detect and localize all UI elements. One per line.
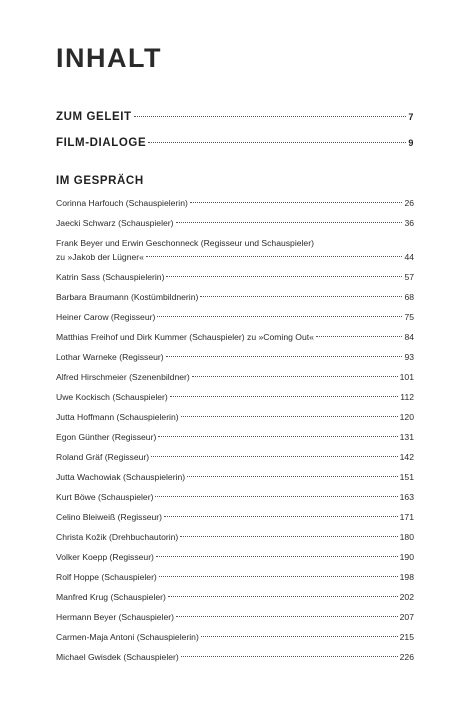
toc-entry-row: [56, 647, 414, 667]
toc-entry-page: 75: [404, 312, 414, 322]
dot-leader: [181, 656, 398, 657]
toc-entry-page: 151: [399, 472, 414, 482]
toc-entry-label: Corinna Harfouch (Schauspielerin): [56, 198, 188, 208]
toc-entry-page: 112: [400, 392, 414, 402]
toc-entry-label: Carmen-Maja Antoni (Schauspielerin): [56, 632, 199, 642]
toc-entry-label: Hermann Beyer (Schauspieler): [56, 612, 174, 622]
dot-leader: [148, 142, 406, 143]
toc-entry-row: [56, 507, 414, 527]
toc-entry[interactable]: [56, 547, 414, 567]
toc-entry-page: 93: [404, 352, 414, 362]
toc-entry-label: Kurt Böwe (Schauspieler): [56, 492, 154, 502]
toc-entry-film-dialoge[interactable]: [56, 137, 414, 163]
toc-entry-page: 84: [404, 332, 414, 342]
dot-leader: [180, 536, 397, 537]
toc-entry-label: FILM-DIALOGE: [56, 137, 147, 149]
toc-entry-zum-geleit[interactable]: [56, 111, 414, 137]
toc-entry[interactable]: [56, 387, 414, 407]
toc-entry-page: 9: [408, 138, 414, 148]
toc-entry[interactable]: [56, 233, 414, 267]
toc-entry-label: Barbara Braumann (Kostümbildnerin): [56, 292, 199, 302]
toc-entry[interactable]: [56, 213, 414, 233]
toc-entry-label: Celino Bleiweiß (Regisseur): [56, 512, 163, 522]
toc-entry[interactable]: [56, 267, 414, 287]
toc-entry-page: 207: [399, 612, 414, 622]
dot-leader: [187, 476, 398, 477]
toc-entry-label: Katrin Sass (Schauspielerin): [56, 272, 165, 282]
toc-entry-row: [56, 247, 414, 267]
toc-entry[interactable]: [56, 507, 414, 527]
toc-entry-row: [56, 427, 414, 447]
main-toc: [56, 111, 414, 163]
dot-leader: [168, 596, 398, 597]
toc-entry[interactable]: [56, 447, 414, 467]
toc-entry-row: [56, 347, 414, 367]
toc-entry[interactable]: [56, 607, 414, 627]
toc-entry-page: 202: [399, 592, 414, 602]
toc-entry-row: [56, 627, 414, 647]
dot-leader: [157, 316, 402, 317]
toc-entry-label: Jutta Wachowiak (Schauspielerin): [56, 472, 186, 482]
toc-entry-page: 163: [399, 492, 414, 502]
dot-leader: [151, 456, 398, 457]
dot-leader: [201, 636, 398, 637]
dot-leader: [158, 436, 397, 437]
toc-entry-label: Roland Gräf (Regisseur): [56, 452, 150, 462]
toc-entry[interactable]: [56, 527, 414, 547]
dot-leader: [170, 396, 399, 397]
page-title: INHALT: [56, 43, 162, 73]
interview-list: [56, 193, 414, 667]
toc-entry[interactable]: [56, 487, 414, 507]
toc-entry[interactable]: [56, 287, 414, 307]
toc-entry-row: [56, 267, 414, 287]
toc-entry-row: [56, 193, 414, 213]
toc-entry[interactable]: [56, 307, 414, 327]
dot-leader: [181, 416, 398, 417]
dot-leader: [159, 576, 398, 577]
toc-entry-page: 142: [399, 452, 414, 462]
toc-entry-label: ZUM GELEIT: [56, 111, 132, 123]
toc-entry-row: [56, 387, 414, 407]
section-heading: IM GESPRÄCH: [56, 175, 144, 187]
toc-entry-label: Matthias Freihof und Dirk Kummer (Schauspieler) zu »Coming Out«: [56, 332, 314, 342]
toc-entry-page: 190: [399, 552, 414, 562]
toc-entry-row: [56, 587, 414, 607]
dot-leader: [200, 296, 402, 297]
toc-entry-label: Alfred Hirschmeier (Szenenbildner): [56, 372, 190, 382]
toc-entry[interactable]: [56, 627, 414, 647]
toc-entry-row: [56, 327, 414, 347]
toc-entry-row: [56, 447, 414, 467]
toc-entry[interactable]: [56, 327, 414, 347]
toc-entry-row: [56, 407, 414, 427]
toc-entry-label: Jutta Hoffmann (Schauspielerin): [56, 412, 179, 422]
toc-entry-page: 26: [404, 198, 414, 208]
toc-entry-label: Christa Kožik (Drehbuchautorin): [56, 532, 179, 542]
toc-entry-row: [56, 287, 414, 307]
toc-entry-label: Volker Koepp (Regisseur): [56, 552, 154, 562]
dot-leader: [166, 356, 403, 357]
toc-entry[interactable]: [56, 467, 414, 487]
dot-leader: [164, 516, 398, 517]
toc-entry-page: 36: [404, 218, 414, 228]
toc-entry-label-line1: Frank Beyer und Erwin Geschonneck (Regisseur und Schauspieler): [56, 238, 314, 248]
toc-entry-label: Uwe Kockisch (Schauspieler): [56, 392, 168, 402]
dot-leader: [134, 116, 407, 117]
toc-entry-row: [56, 467, 414, 487]
toc-entry[interactable]: [56, 647, 414, 667]
toc-entry[interactable]: [56, 567, 414, 587]
toc-entry[interactable]: [56, 407, 414, 427]
toc-entry-row: [56, 487, 414, 507]
toc-entry-page: 68: [404, 292, 414, 302]
toc-entry-page: 120: [399, 412, 414, 422]
toc-entry-row: [56, 307, 414, 327]
toc-entry-label: Jaecki Schwarz (Schauspieler): [56, 218, 174, 228]
dot-leader: [156, 556, 398, 557]
toc-entry-label: Lothar Warneke (Regisseur): [56, 352, 164, 362]
toc-entry-page: 44: [404, 252, 414, 262]
toc-entry-page: 171: [399, 512, 414, 522]
toc-entry-page: 180: [399, 532, 414, 542]
dot-leader: [192, 376, 398, 377]
toc-entry[interactable]: [56, 367, 414, 387]
toc-entry-row: [56, 527, 414, 547]
toc-entry[interactable]: [56, 193, 414, 213]
dot-leader: [190, 202, 403, 203]
toc-entry-label: Heiner Carow (Regisseur): [56, 312, 156, 322]
dot-leader: [146, 256, 403, 257]
dot-leader: [176, 222, 403, 223]
toc-entry[interactable]: [56, 587, 414, 607]
toc-entry-label: Rolf Hoppe (Schauspieler): [56, 572, 157, 582]
toc-entry-page: 101: [399, 372, 414, 382]
dot-leader: [166, 276, 402, 277]
toc-entry-page: 7: [408, 112, 414, 122]
dot-leader: [316, 336, 403, 337]
toc-entry-page: 215: [399, 632, 414, 642]
toc-entry[interactable]: [56, 427, 414, 447]
toc-entry-row: [56, 213, 414, 233]
toc-entry-row: [56, 567, 414, 587]
toc-entry-page: 198: [399, 572, 414, 582]
toc-entry-label: Egon Günther (Regisseur): [56, 432, 157, 442]
toc-entry-page: 131: [399, 432, 414, 442]
toc-entry-page: 226: [399, 652, 414, 662]
dot-leader: [155, 496, 397, 497]
toc-entry-label: zu »Jakob der Lügner«: [56, 252, 144, 262]
toc-entry-row: [56, 547, 414, 567]
toc-entry-page: 57: [404, 272, 414, 282]
dot-leader: [176, 616, 398, 617]
toc-entry[interactable]: [56, 347, 414, 367]
toc-entry-row: [56, 607, 414, 627]
toc-entry-label: Michael Gwisdek (Schauspieler): [56, 652, 179, 662]
toc-entry-label: Manfred Krug (Schauspieler): [56, 592, 166, 602]
toc-entry-row: [56, 367, 414, 387]
